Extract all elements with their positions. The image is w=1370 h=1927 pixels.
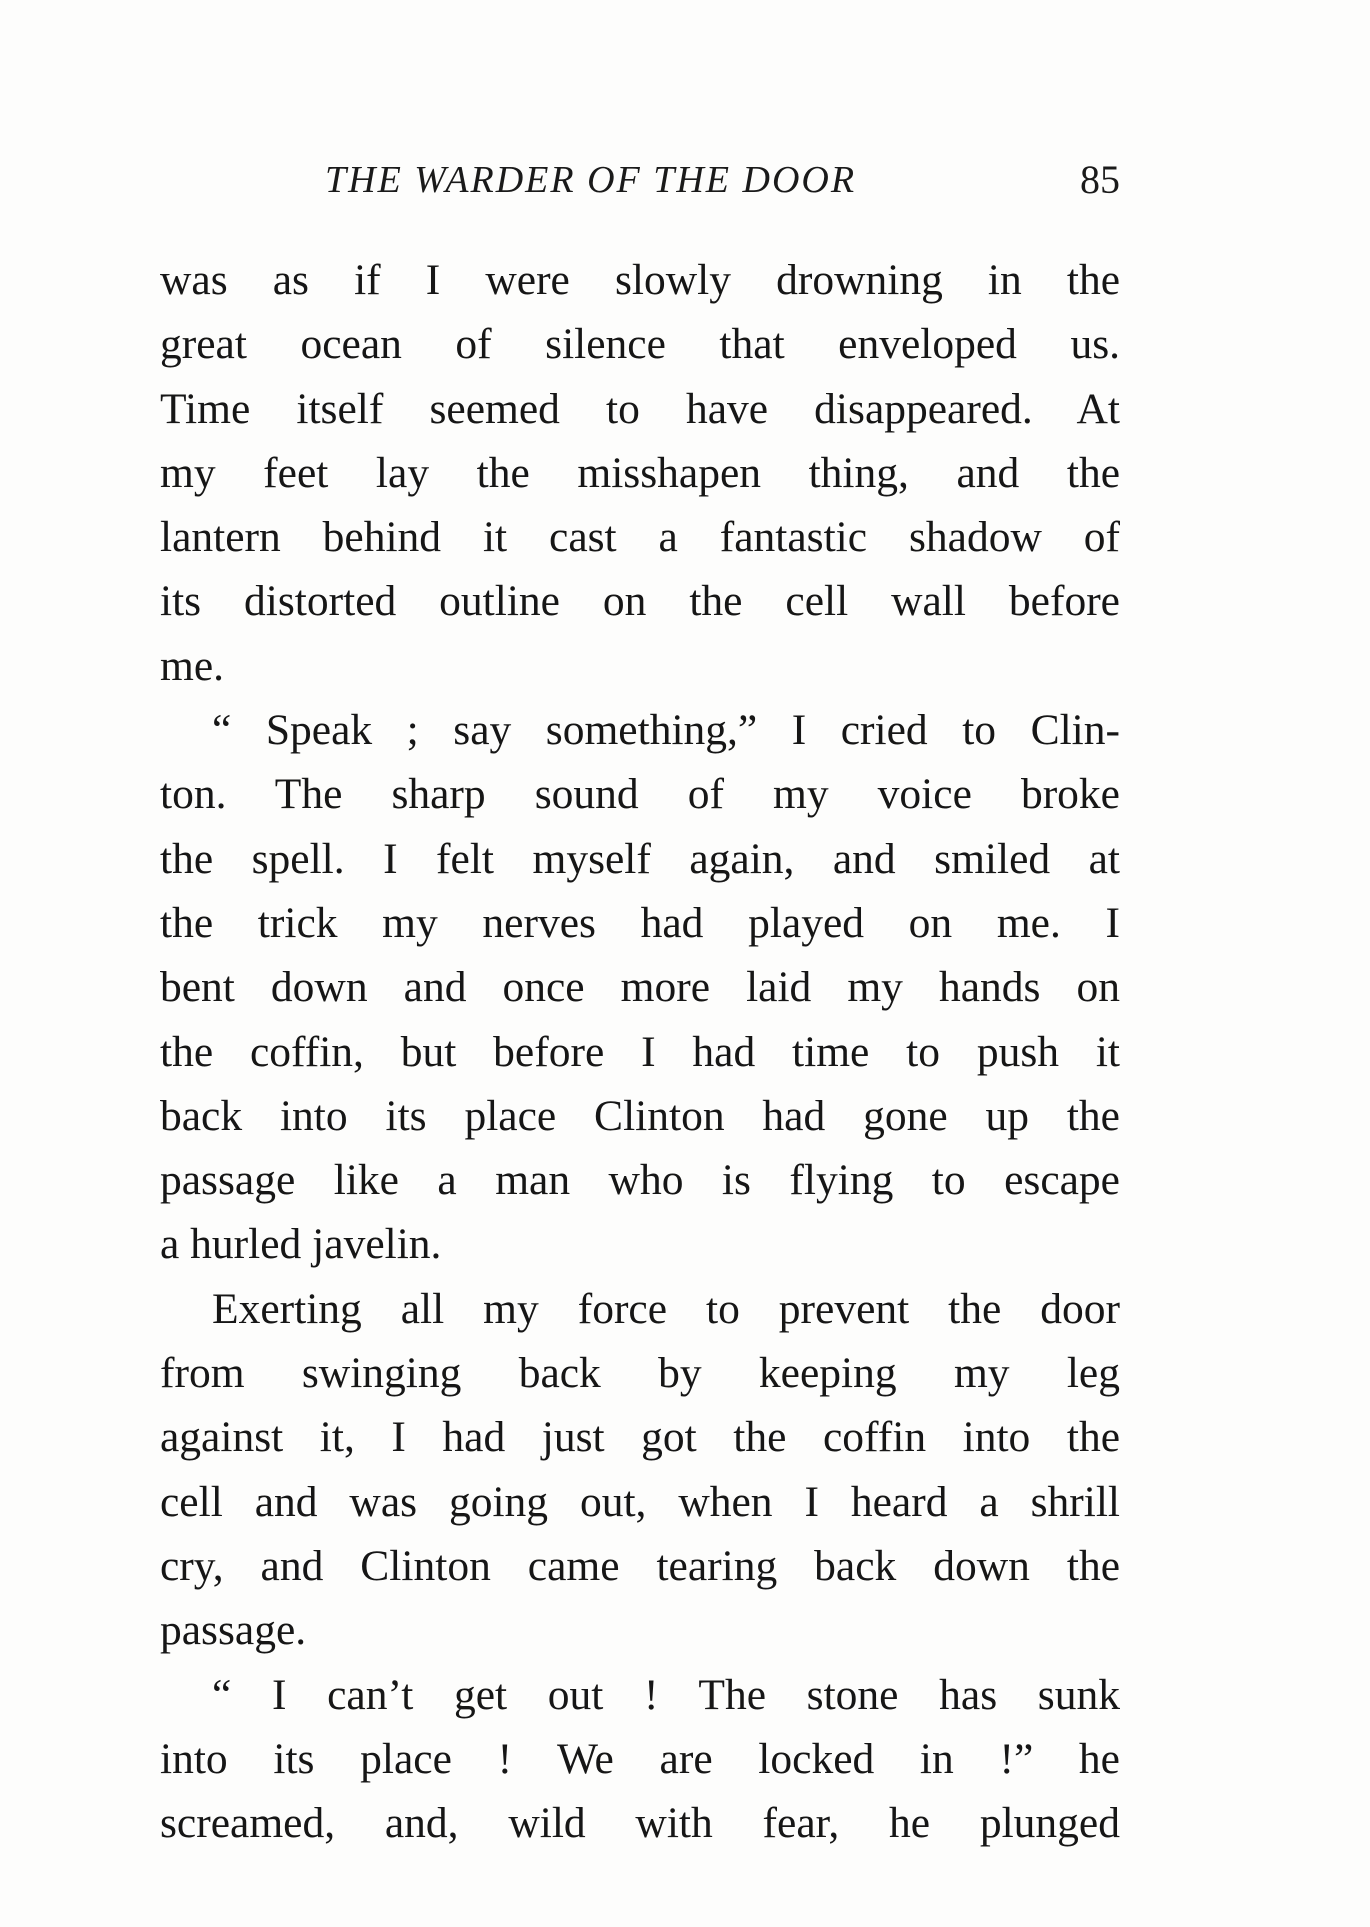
text-line: screamed, and, wild with fear, he plunged <box>160 1799 1120 1848</box>
text-line: its distorted outline on the cell wall before <box>160 577 1120 626</box>
text-line: “ Speak ; say something,” I cried to Clin- <box>212 706 1120 755</box>
text-line: was as if I were slowly drowning in the <box>160 256 1120 304</box>
text-line: a hurled javelin. <box>160 1220 442 1269</box>
paragraph <box>160 1277 1120 1663</box>
paragraph <box>160 248 1120 698</box>
text-line: cell and was going out, when I heard a shrill <box>160 1477 1120 1526</box>
text-line: ton. The sharp sound of my voice broke <box>160 770 1120 819</box>
text-line: lantern behind it cast a fantastic shadow of <box>160 513 1120 562</box>
text-line: against it, I had just got the coffin into the <box>160 1413 1120 1462</box>
text-line: me. <box>160 641 225 690</box>
text-line: the spell. I felt myself again, and smiled at <box>160 834 1120 883</box>
text-line: great ocean of silence that enveloped us. <box>160 320 1120 369</box>
text-line: passage. <box>160 1606 307 1655</box>
page-number: 85 <box>1080 157 1120 202</box>
text-line: cry, and Clinton came tearing back down the <box>160 1541 1120 1590</box>
text-line: Exerting all my force to prevent the door <box>212 1284 1120 1333</box>
text-line: into its place ! We are locked in !” he <box>160 1734 1120 1783</box>
text-line: from swinging back by keeping my leg <box>160 1349 1120 1398</box>
text-line: the coffin, but before I had time to push it <box>160 1027 1120 1076</box>
text-line: passage like a man who is flying to escape <box>160 1156 1120 1205</box>
text-line: “ I can’t get out ! The stone has sunk <box>212 1670 1120 1719</box>
text-line: my feet lay the misshapen thing, and the <box>160 448 1120 497</box>
body-text <box>160 248 1120 1855</box>
text-line: back into its place Clinton had gone up the <box>160 1091 1120 1140</box>
running-head <box>160 158 1120 218</box>
running-title: THE WARDER OF THE DOOR <box>325 159 857 201</box>
text-line: Time itself seemed to have disappeared. At <box>160 384 1120 433</box>
paragraph <box>160 698 1120 1277</box>
text-line: the trick my nerves had played on me. I <box>160 898 1120 947</box>
text-line: bent down and once more laid my hands on <box>160 963 1120 1012</box>
paragraph <box>160 1663 1120 1856</box>
